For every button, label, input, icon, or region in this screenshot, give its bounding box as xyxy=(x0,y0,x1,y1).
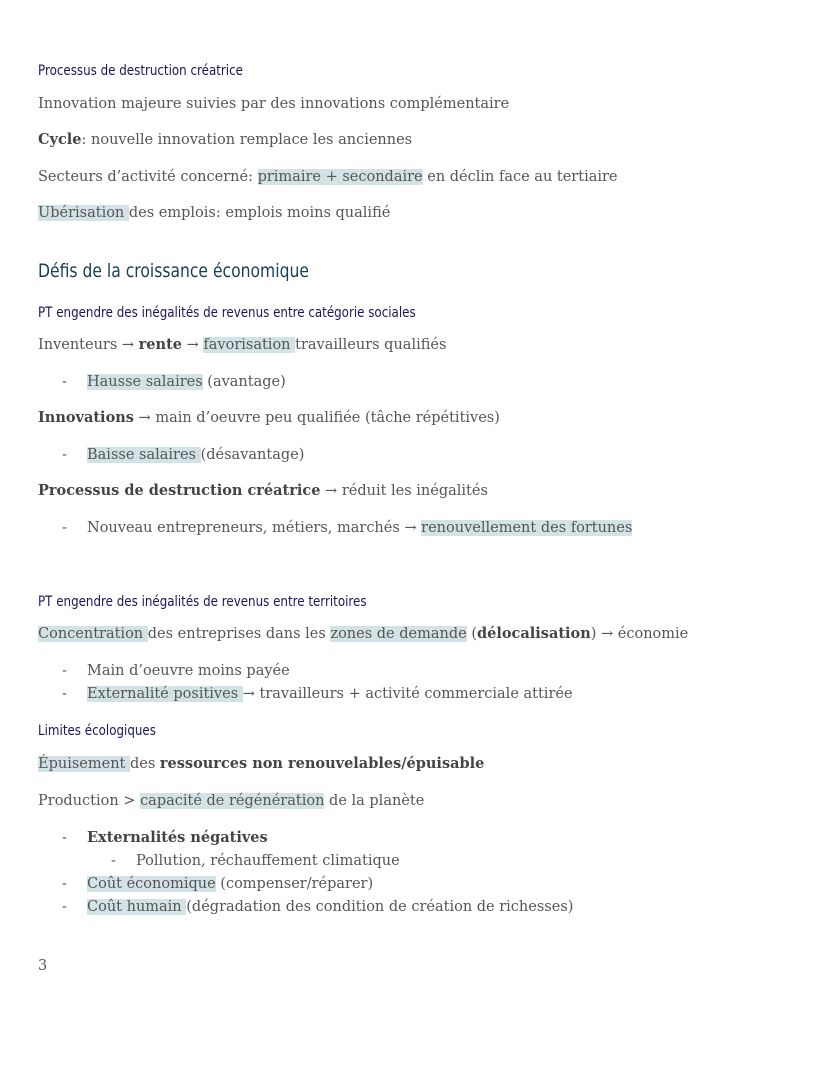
text-span: de la planète xyxy=(324,793,425,809)
bullet-hausse-salaires xyxy=(87,373,286,391)
text-span: (désavantage) xyxy=(200,447,305,463)
highlighted-text: zones de demande xyxy=(330,626,467,642)
text-span: des emplois: emplois moins qualifié xyxy=(128,205,391,221)
highlighted-text: Concentration xyxy=(38,626,148,642)
highlighted-text: Coût économique xyxy=(87,876,216,892)
text-span: → xyxy=(182,337,204,353)
text-span: des xyxy=(129,756,160,772)
bullet-dash: - xyxy=(62,899,67,915)
highlighted-text: Ubérisation xyxy=(38,205,129,221)
highlighted-text: Externalité positives xyxy=(87,686,243,702)
subheading-territoires: PT engendre des inégalités de revenus entre territoires xyxy=(38,594,367,610)
text-span: travailleurs qualifiés xyxy=(295,337,447,353)
bold-term: délocalisation xyxy=(477,625,591,642)
highlighted-text: favorisation xyxy=(203,337,296,353)
text-span: (avantage) xyxy=(202,374,286,390)
text-span: → réduit les inégalités xyxy=(320,483,488,499)
paragraph-innovation: Innovation majeure suivies par des innovations complémentaire xyxy=(38,96,510,112)
bold-term: Externalités négatives xyxy=(87,829,268,846)
paragraph-secteurs xyxy=(38,168,618,186)
text-span: Nouveau entrepreneurs, métiers, marchés → xyxy=(87,520,422,536)
bold-term: ressources non renouvelables/épuisable xyxy=(159,755,485,772)
highlighted-text: primaire + secondaire xyxy=(257,169,423,185)
text-span: → travailleurs + activité commerciale attirée xyxy=(242,686,573,702)
paragraph-innovations xyxy=(38,409,500,427)
paragraph-epuisement xyxy=(38,755,484,773)
paragraph-cycle xyxy=(38,131,412,149)
highlighted-text: Hausse salaires xyxy=(87,374,203,390)
sub-bullet-pollution: Pollution, réchauffement climatique xyxy=(136,853,400,869)
paragraph-inventeurs xyxy=(38,336,446,354)
text-span: : nouvelle innovation remplace les anciennes xyxy=(81,132,413,148)
bullet-dash: - xyxy=(62,520,67,536)
text-span: Production > xyxy=(38,793,141,809)
page-number: 3 xyxy=(38,958,48,974)
bullet-dash: - xyxy=(62,374,67,390)
text-span: en déclin face au tertiaire xyxy=(422,169,618,185)
highlighted-text: Épuisement xyxy=(38,756,130,772)
text-span: (dégradation des condition de création de richesses) xyxy=(186,899,574,915)
paragraph-uberisation xyxy=(38,204,390,222)
text-span: ( xyxy=(466,626,477,642)
highlighted-text: Coût humain xyxy=(87,899,187,915)
bullet-dash: - xyxy=(62,447,67,463)
bullet-dash: - xyxy=(62,686,67,702)
paragraph-processus xyxy=(38,482,488,500)
paragraph-production xyxy=(38,792,424,810)
bullet-dash: - xyxy=(62,663,67,679)
bullet-baisse-salaires xyxy=(87,446,304,464)
bold-term: Innovations xyxy=(38,409,134,426)
paragraph-concentration xyxy=(38,625,688,643)
bold-term: rente xyxy=(138,336,183,353)
text-span: → main d’oeuvre peu qualifiée (tâche répétitives) xyxy=(133,410,500,426)
bold-term: Cycle xyxy=(38,131,82,148)
bullet-externalites-negatives xyxy=(87,829,268,847)
bold-term: Processus de destruction créatrice xyxy=(38,482,321,499)
subheading-categories-sociales: PT engendre des inégalités de revenus entre catégorie sociales xyxy=(38,305,416,321)
bullet-dash: - xyxy=(62,830,67,846)
heading-destruction-creatrice: Processus de destruction créatrice xyxy=(38,63,243,79)
bullet-nouveau-entrepreneurs xyxy=(87,519,632,537)
bullet-main-oeuvre: Main d’oeuvre moins payée xyxy=(87,663,290,679)
bullet-cout-humain xyxy=(87,898,573,916)
subheading-limites-ecologiques: Limites écologiques xyxy=(38,723,156,739)
highlighted-text: capacité de régénération xyxy=(140,793,325,809)
sub-bullet-dash: - xyxy=(111,853,116,869)
text-span: (compenser/réparer) xyxy=(215,876,374,892)
highlighted-text: Baisse salaires xyxy=(87,447,201,463)
text-span: des entreprises dans les xyxy=(147,626,331,642)
text-span: Secteurs d’activité concerné: xyxy=(38,169,258,185)
section-title-defis: Défis de la croissance économique xyxy=(38,260,309,282)
highlighted-text: renouvellement des fortunes xyxy=(421,520,633,536)
bullet-dash: - xyxy=(62,876,67,892)
bullet-cout-economique xyxy=(87,875,373,893)
bullet-externalite-positives xyxy=(87,685,573,703)
text-span: ) → économie xyxy=(590,626,689,642)
text-span: Inventeurs → xyxy=(38,337,139,353)
